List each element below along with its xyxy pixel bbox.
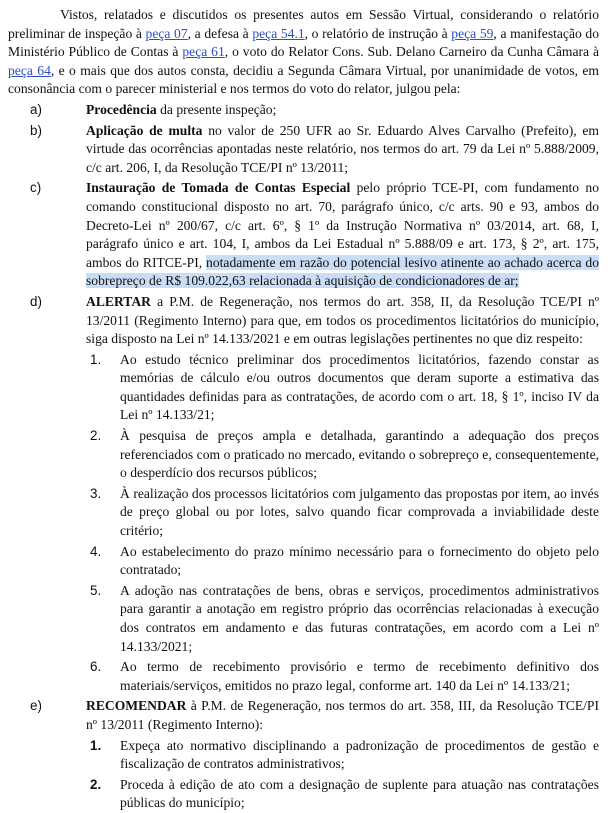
list-item-text: À realização dos processos licitatórios com julgamento das propostas por item, ao invés de preço global ou por lotes, salvo quando ficar comprovada a inviabilidade deste critério; — [120, 485, 599, 539]
item-body: à P.M. de Regeneração, nos termos do art. 358, III, da Resolução TCE/PI nº 13/2011 (Regimento Interno): — [86, 698, 599, 732]
link-peca-64[interactable]: peça 64 — [8, 62, 51, 78]
intro-text: , o relatório de instrução à — [304, 25, 452, 41]
list-item-text: Ao estudo técnico preliminar dos procedimentos licitatórios, fazendo constar as memórias de cálculo e/ou outros documentos que deram suporte a estimativa das quantidades definidas para as contratações, de acordo com o art. 18, § 1º, inciso IV da Lei nº 14.133/21; — [120, 351, 599, 423]
link-peca-07[interactable]: peça 07 — [145, 25, 188, 41]
item-body: pelo próprio TCE-PI, com fundamento no comando constitucional disposto no art. 70, parágrafo único, c/c arts. 90 e 93, ambos do Decreto-Lei nº 200/67, c/c art. 6º, § 1º da Instrução Normativa nº 03/2014, art. 68, I, parágrafo único e art. 104, I, ambos da Lei Estadual nº 5.888/09 e art. 173, § 2º, art. 175, ambos do RITCE-PI, — [86, 180, 599, 270]
list-item — [86, 543, 599, 580]
decision-item-a — [8, 101, 599, 120]
decision-item-e — [8, 697, 599, 813]
item-marker: c) — [30, 180, 42, 196]
item-text — [56, 179, 599, 291]
item-text — [56, 101, 599, 120]
item-text — [56, 293, 599, 695]
alert-sublist — [86, 351, 599, 696]
item-marker: d) — [30, 293, 42, 309]
text-selection-highlight[interactable]: notadamente em razão do potencial lesivo atinente ao achado acerca do sobrepreço de R$ 109.022,63 relacionada à aquisição de condicionadores de ar; — [86, 254, 599, 289]
intro-text: , o voto do Relator Cons. Sub. Delano Carneiro da Cunha Câmara à — [224, 44, 599, 60]
item-bold-label: Procedência — [86, 101, 157, 117]
item-bold-label: Instauração de Tomada de Contas Especial — [86, 180, 351, 196]
list-item — [86, 427, 599, 483]
item-body: no valor de 250 UFR ao Sr. Eduardo Alves Carvalho (Prefeito), em virtude das ocorrências apontadas neste relatório, nos termos do art. 79 da Lei nº 5.888/2009, c/c art. 206, I, da Resolução TCE/PI nº 13/2011; — [86, 122, 599, 175]
item-text — [56, 122, 599, 178]
decision-item-d — [8, 293, 599, 695]
list-number: 5. — [90, 582, 102, 598]
intro-text: , a defesa à — [187, 25, 253, 41]
decision-item-b — [8, 122, 599, 178]
decision-item-c — [8, 179, 599, 291]
list-number: 2. — [90, 776, 102, 792]
list-number: 6. — [90, 659, 102, 675]
list-item-text: Proceda à edição de ato com a designação de suplente para atuação nas contratações públicas do município; — [120, 776, 599, 811]
list-item-text: Expeça ato normativo disciplinando a padronização de procedimentos de gestão e fiscalização de contratos administrativos; — [120, 737, 599, 772]
intro-text: , a manifestação do Ministério Público de Contas à — [8, 25, 600, 60]
list-number: 1. — [90, 737, 102, 753]
intro-paragraph — [8, 6, 599, 99]
item-body: da presente inspeção; — [156, 101, 277, 117]
list-item — [86, 658, 599, 695]
list-number: 2. — [90, 428, 102, 444]
item-marker: e) — [30, 698, 42, 714]
intro-text: , e o mais que dos autos consta, decidiu a Segunda Câmara Virtual, por unanimidade de votos, em consonância com o parecer ministerial e nos termos do voto do relator, julgou pela: — [8, 62, 600, 97]
list-item — [86, 776, 599, 813]
item-marker: a) — [30, 101, 42, 117]
list-item — [86, 582, 599, 656]
item-marker: b) — [30, 122, 42, 138]
item-body: a P.M. de Regeneração, nos termos do art. 358, II, da Resolução TCE/PI nº 13/2011 (Regimento Interno) para que, em todos os procedimentos licitatórios do município, siga disposto na Lei nº 14.133/2021 e em outras legislações pertinentes no que diz respeito: — [86, 293, 599, 347]
item-text — [56, 697, 599, 813]
list-item — [86, 351, 599, 425]
link-peca-54-1[interactable]: peça 54.1 — [252, 25, 305, 41]
list-item — [86, 485, 599, 541]
list-item — [86, 737, 599, 774]
item-bold-label: Aplicação de multa — [86, 122, 203, 138]
intro-text: Vistos, relatados e discutidos os presentes autos em Sessão Virtual, considerando o relatório preliminar de inspeção à — [8, 7, 599, 41]
list-number: 1. — [90, 351, 102, 367]
list-item-text: Ao termo de recebimento provisório e termo de recebimento definitivo dos materiais/serviços, emitidos no prazo legal, conforme art. 140 da Lei nº 14.133/21; — [120, 659, 599, 693]
list-item-text: A adoção nas contratações de bens, obras e serviços, procedimentos administrativos para garantir a anotação em registro próprio das ocorrências relacionadas à execução dos contratos em andamento e das futuras contratações, em acordo com a Lei nº 14.133/2021; — [120, 582, 599, 654]
link-peca-59[interactable]: peça 59 — [451, 25, 494, 41]
item-bold-label: ALERTAR — [86, 293, 151, 309]
list-number: 4. — [90, 543, 102, 559]
recommend-sublist — [86, 737, 599, 813]
link-peca-61[interactable]: peça 61 — [182, 44, 225, 60]
list-item-text: Ao estabelecimento do prazo mínimo necessário para o fornecimento do objeto pelo contratado; — [120, 543, 599, 578]
list-number: 3. — [90, 485, 102, 501]
item-bold-label: RECOMENDAR — [86, 698, 187, 714]
list-item-text: À pesquisa de preços ampla e detalhada, garantindo a adequação dos preços referenciados com o praticado no mercado, evitando o sobrepreço e, consequentemente, o desperdício dos recursos públicos; — [120, 428, 599, 481]
